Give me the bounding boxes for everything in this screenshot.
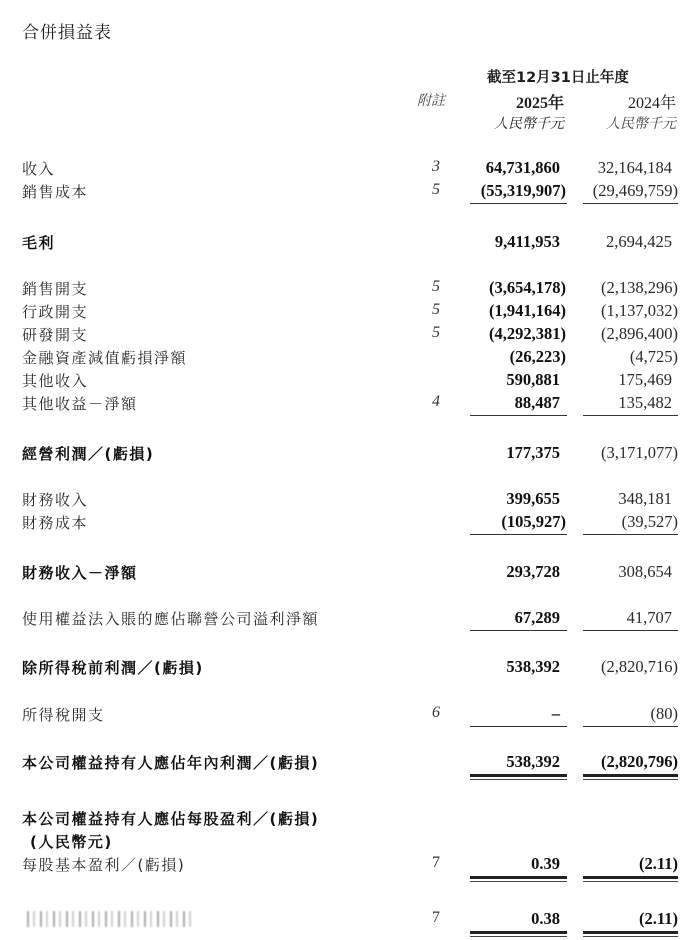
value-2025: (4,292,381)	[489, 324, 566, 343]
total-double-rule	[583, 774, 678, 780]
eps-heading-unit	[0, 831, 690, 853]
value-2025: 293,728	[506, 562, 560, 581]
value-2024: (2,896,400)	[601, 324, 678, 343]
row-note: 5	[432, 181, 440, 198]
value-2025: 177,375	[506, 443, 560, 462]
table-row-gross-profit	[0, 232, 690, 254]
table-row-finance-income-net	[0, 562, 690, 584]
table-row-operating-profit	[0, 443, 690, 465]
value-2025: (26,223)	[509, 347, 566, 366]
value-2024: (2,820,716)	[601, 657, 678, 676]
value-2024: 32,164,184	[597, 158, 672, 177]
subtotal-rule	[583, 630, 678, 631]
subtotal-rule	[583, 534, 678, 535]
subtotal-rule	[470, 203, 567, 204]
table-row-share-of-associates	[0, 608, 690, 630]
row-label: 所得稅開支	[22, 706, 105, 724]
value-2025: (3,654,178)	[489, 278, 566, 297]
table-row-admin-expenses	[0, 301, 690, 323]
row-label: 每股基本盈利／(虧損)	[22, 856, 186, 874]
eps-heading-line2: (人民幣元)	[30, 833, 113, 851]
row-label: 本公司權益持有人應佔年內利潤／(虧損)	[22, 754, 320, 772]
note-column-header: 附註	[417, 93, 445, 109]
table-row-profit-for-year	[0, 752, 690, 774]
value-2024: (3,171,077)	[601, 443, 678, 462]
value-2024: (80)	[650, 704, 678, 723]
value-2024: 135,482	[618, 393, 672, 412]
row-label: 毛利	[22, 234, 56, 252]
redacted-text-block	[22, 911, 194, 927]
subtotal-rule	[470, 415, 567, 416]
table-row-impairment-losses	[0, 347, 690, 369]
value-2025: (1,941,164)	[489, 301, 566, 320]
row-label: 行政開支	[22, 303, 89, 321]
row-label: 研發開支	[22, 326, 89, 344]
obscured-label	[22, 909, 194, 927]
table-row-diluted-eps	[0, 909, 690, 931]
value-2024: (1,137,032)	[601, 301, 678, 320]
row-label: 其他收入	[22, 372, 89, 390]
year-2025-header: 2025年	[515, 95, 564, 112]
value-2024: (4,725)	[629, 347, 678, 366]
table-row-other-income	[0, 370, 690, 392]
table-row-revenue	[0, 158, 690, 180]
value-2025: 9,411,953	[494, 232, 560, 251]
statement-title: 合併損益表	[22, 23, 112, 43]
value-2025: 399,655	[506, 489, 560, 508]
value-2025: 590,881	[506, 370, 560, 389]
subtotal-rule	[470, 630, 567, 631]
value-2024: 175,469	[618, 370, 672, 389]
subtotal-rule	[470, 726, 567, 727]
value-2024: (2,820,796)	[601, 752, 678, 771]
value-2025: 88,487	[514, 393, 560, 412]
row-label: 除所得稅前利潤／(虧損)	[22, 659, 204, 677]
row-note: 5	[432, 324, 440, 341]
value-2025: (55,319,907)	[480, 181, 566, 200]
value-2025: 538,392	[506, 752, 560, 771]
subtotal-rule	[583, 726, 678, 727]
value-2024: 41,707	[626, 608, 672, 627]
subtotal-rule	[583, 415, 678, 416]
unit-2025-header: 人民幣千元	[494, 116, 564, 132]
subtotal-rule	[470, 534, 567, 535]
total-double-rule	[470, 876, 567, 882]
value-2024: (39,527)	[621, 512, 678, 531]
table-row-basic-eps	[0, 854, 690, 876]
value-2024: (2.11)	[639, 854, 678, 873]
unit-2024-header: 人民幣千元	[606, 116, 676, 132]
value-2024: (29,469,759)	[592, 181, 678, 200]
row-note: 4	[432, 393, 440, 410]
row-label: 銷售開支	[22, 280, 89, 298]
eps-heading-line1: 本公司權益持有人應佔每股盈利／(虧損)	[22, 810, 320, 828]
table-row-profit-before-tax	[0, 657, 690, 679]
year-2024-header: 2024年	[627, 95, 676, 112]
total-double-rule	[470, 774, 567, 780]
row-note: 6	[432, 704, 440, 721]
row-note: 3	[432, 158, 440, 175]
value-2024: (2.11)	[639, 909, 678, 928]
row-note: 7	[432, 909, 440, 926]
eps-heading	[0, 808, 690, 830]
row-label: 收入	[22, 160, 56, 178]
row-label: 使用權益法入賬的應佔聯營公司溢利淨額	[22, 610, 320, 628]
value-2025: 538,392	[506, 657, 560, 676]
row-note: 7	[432, 854, 440, 871]
row-label: 經營利潤／(虧損)	[22, 445, 155, 463]
subtotal-rule	[583, 203, 678, 204]
value-2025: 64,731,860	[485, 158, 560, 177]
table-row-finance-income	[0, 489, 690, 511]
value-2024: 2,694,425	[606, 232, 672, 251]
period-header: 截至12月31日止年度	[487, 70, 629, 86]
total-double-rule	[583, 931, 678, 937]
value-2025: 0.39	[531, 854, 560, 873]
row-label: 財務收入	[22, 491, 89, 509]
row-label: 銷售成本	[22, 183, 89, 201]
value-2024: (2,138,296)	[601, 278, 678, 297]
table-row-other-gains-net	[0, 393, 690, 415]
row-label: 其他收益－淨額	[22, 395, 138, 413]
table-row-finance-costs	[0, 512, 690, 534]
table-row-rnd-expenses	[0, 324, 690, 346]
row-note: 5	[432, 301, 440, 318]
table-row-income-tax	[0, 704, 690, 726]
row-note: 5	[432, 278, 440, 295]
total-double-rule	[470, 931, 567, 937]
value-2024: 348,181	[618, 489, 672, 508]
row-label: 財務收入－淨額	[22, 564, 138, 582]
row-label: 財務成本	[22, 514, 89, 532]
total-double-rule	[583, 876, 678, 882]
value-2025: 0.38	[531, 909, 560, 928]
row-label: 金融資產減值虧損淨額	[22, 349, 188, 367]
value-2025: 67,289	[514, 608, 560, 627]
table-row-cost-of-sales	[0, 181, 690, 203]
value-2025: –	[551, 704, 560, 723]
value-2024: 308,654	[618, 562, 672, 581]
value-2025: (105,927)	[501, 512, 566, 531]
table-row-selling-expenses	[0, 278, 690, 300]
